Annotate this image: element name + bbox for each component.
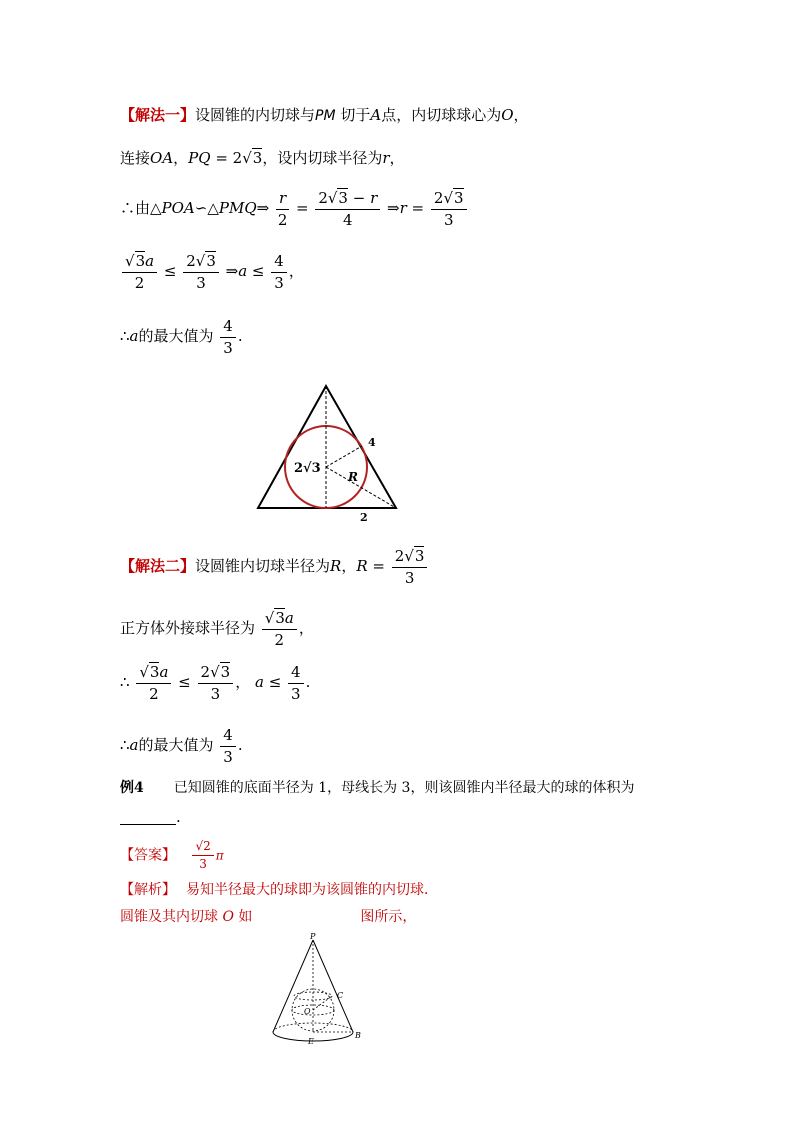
example4-blank-line (120, 810, 181, 825)
text: ∴由△ (120, 199, 162, 217)
num (122, 253, 157, 273)
fraction-sqrt3a-over-2 (262, 610, 297, 648)
den: 3 (223, 747, 233, 766)
den: 2 (277, 210, 288, 229)
text: 2 (200, 663, 211, 681)
radius-line (326, 446, 362, 467)
text: 2 (318, 189, 328, 207)
den: 3 (196, 273, 206, 292)
le: ≤ (178, 673, 191, 691)
text: 圆锥及其内切球 (120, 909, 218, 925)
label-4: 4 (368, 436, 376, 449)
text: ∴ (120, 327, 130, 345)
label-P: P (310, 932, 316, 941)
fraction-2sqrt3-minus-r-over-4 (315, 190, 380, 228)
label-2sqrt3: 2√3 (294, 461, 321, 476)
num: 4 (271, 253, 287, 273)
method1-tag: 【解法一】 (120, 106, 196, 124)
text: ∴ (120, 736, 130, 754)
text: 设圆锥内切球半径为 (195, 557, 331, 575)
text: 如 (238, 909, 253, 925)
arrow: ⇒ (387, 199, 400, 217)
analysis-tag: 【解析】 (120, 882, 176, 898)
radicand: 3 (338, 189, 348, 207)
den: 3 (404, 568, 415, 587)
text: r = (399, 199, 425, 217)
var-o: O (222, 909, 234, 925)
text: 2 (186, 252, 196, 270)
var-R: R (330, 557, 342, 575)
label-2: 2 (360, 511, 368, 524)
var-o: O (501, 106, 514, 124)
sqrt: √3 (195, 252, 216, 270)
text: 图所示， (360, 909, 417, 925)
method2-tag: 【解法二】 (120, 557, 196, 575)
text: . (237, 327, 243, 345)
text: a ≤ (238, 262, 265, 280)
den: 2 (274, 630, 285, 649)
text: . (305, 673, 311, 691)
num (183, 253, 219, 273)
den: 4 (343, 210, 353, 229)
method1-conclusion (120, 318, 243, 356)
fraction-r-over-2 (276, 190, 289, 228)
method2-line3 (120, 664, 310, 702)
radicand: 3 (220, 663, 231, 681)
label-E: E (308, 1037, 314, 1046)
var-a: a (159, 663, 169, 681)
cone-side-left (273, 940, 313, 1032)
den: 3 (199, 857, 207, 872)
text: 连接 (120, 149, 151, 167)
text: R = (356, 557, 385, 575)
center-to-C (313, 996, 332, 1010)
den: 2 (134, 273, 145, 292)
var-a: A (370, 106, 382, 124)
arrow: ⇒ (225, 262, 239, 280)
num: √2 (192, 840, 213, 856)
fraction-4-over-3 (220, 318, 236, 356)
text: ， (389, 149, 405, 167)
analysis-text: 易知半径最大的球即为该圆锥的内切球． (186, 882, 438, 898)
pi: π (215, 848, 224, 863)
method1-line4 (120, 253, 304, 291)
label-O: O (304, 1007, 311, 1016)
text: ∴ (120, 673, 130, 691)
num: 4 (220, 318, 236, 338)
label-C: C (337, 991, 344, 1000)
text: 的最大值为 (138, 736, 214, 754)
method2-line1 (120, 548, 429, 586)
var-a: a (145, 252, 155, 270)
num (198, 664, 234, 684)
text: ， (341, 557, 357, 575)
equals: = (295, 199, 309, 217)
radicand: 3 (206, 252, 216, 270)
sqrt: √3 (242, 149, 263, 167)
answer-line (120, 840, 224, 871)
fraction-4-over-3 (271, 253, 287, 291)
cone-side-right (313, 940, 353, 1032)
radicand: 3 (275, 609, 285, 627)
text: 正方体外接球半径为 (120, 619, 256, 637)
arrow: ⇒ (256, 199, 270, 217)
num (262, 610, 297, 630)
den: 3 (291, 684, 301, 703)
sqrt: √3 (264, 609, 285, 627)
analysis-line1 (120, 883, 438, 897)
method1-line3 (120, 190, 469, 228)
fraction-4-over-3 (220, 727, 236, 765)
num: 4 (220, 727, 236, 747)
sqrt: √3 (125, 252, 146, 270)
sqrt: √3 (210, 663, 231, 681)
var-tri1: POA (161, 199, 195, 217)
text: 2 (394, 547, 405, 565)
fraction-4-over-3 (288, 664, 304, 702)
text: . (176, 808, 181, 826)
text: 的最大值为 (138, 327, 214, 345)
num (431, 190, 467, 210)
cone-sphere-figure (265, 930, 375, 1050)
text: ，设内切球半径为 (262, 149, 383, 167)
var-oa: OA (150, 149, 174, 167)
fraction-sqrt3a-over-2 (122, 253, 157, 291)
var-pm: PM (315, 108, 336, 124)
example4-text: 已知圆锥的底面半径为 1，母线长为 3，则该圆锥内半径最大的球的体积为 (173, 780, 635, 796)
radicand: 3 (252, 149, 263, 167)
var-tri2: PMQ (218, 199, 257, 217)
label-R: R (348, 470, 358, 484)
var-r: r (382, 149, 390, 167)
den: 3 (223, 338, 233, 357)
answer-blank (120, 810, 176, 825)
radicand: 3 (454, 189, 464, 207)
den: 2 (149, 684, 159, 703)
num (136, 664, 171, 684)
var-a: a (129, 327, 139, 345)
sqrt: √3 (404, 547, 425, 565)
text: . (237, 736, 243, 754)
fraction-2sqrt3-over-3 (392, 548, 428, 586)
method2-line2 (120, 610, 314, 648)
text: ∽△ (194, 199, 219, 217)
var-a: a (284, 609, 294, 627)
radicand: 3 (135, 252, 146, 270)
den: 3 (210, 684, 221, 703)
text: 2 (433, 189, 444, 207)
text: ， (173, 149, 189, 167)
fraction-2sqrt3-over-3 (431, 190, 467, 228)
example4-line (120, 781, 634, 795)
radicand: 3 (149, 663, 160, 681)
num (392, 548, 428, 568)
answer-fraction (192, 840, 213, 871)
center-to-vertex-line (326, 467, 396, 508)
text: ， (298, 619, 314, 637)
method2-conclusion (120, 727, 243, 765)
text: − r (347, 189, 378, 207)
sqrt: √3 (443, 189, 464, 207)
label-B: B (355, 1031, 361, 1040)
var-a: a (129, 736, 139, 754)
method1-line1 (120, 108, 529, 123)
den: 3 (443, 210, 454, 229)
text: ， (288, 262, 304, 280)
analysis-line2 (120, 910, 416, 924)
text: 设圆锥的内切球与 (195, 106, 316, 124)
text: 切于 (335, 106, 371, 124)
method1-line2 (120, 151, 405, 166)
num (315, 190, 380, 210)
answer-tag: 【答案】 (120, 847, 176, 864)
text: = 2 (210, 149, 243, 167)
num: r (276, 190, 289, 210)
num: 4 (288, 664, 304, 684)
fraction-2sqrt3-over-3 (183, 253, 219, 291)
fraction-2sqrt3-over-3 (198, 664, 234, 702)
radicand: 3 (414, 547, 425, 565)
text: ， (513, 106, 529, 124)
text: a ≤ (254, 673, 282, 691)
text: ， (235, 673, 251, 691)
le: ≤ (163, 262, 177, 280)
var-pq: PQ (188, 149, 211, 167)
fraction-sqrt3a-over-2 (136, 664, 171, 702)
example4-label: 例4 (120, 780, 144, 796)
triangle-incircle-figure (250, 380, 410, 525)
sqrt: √3 (327, 189, 348, 207)
sqrt: √3 (139, 663, 160, 681)
den: 3 (274, 273, 284, 292)
text: 点，内切球球心为 (381, 106, 502, 124)
